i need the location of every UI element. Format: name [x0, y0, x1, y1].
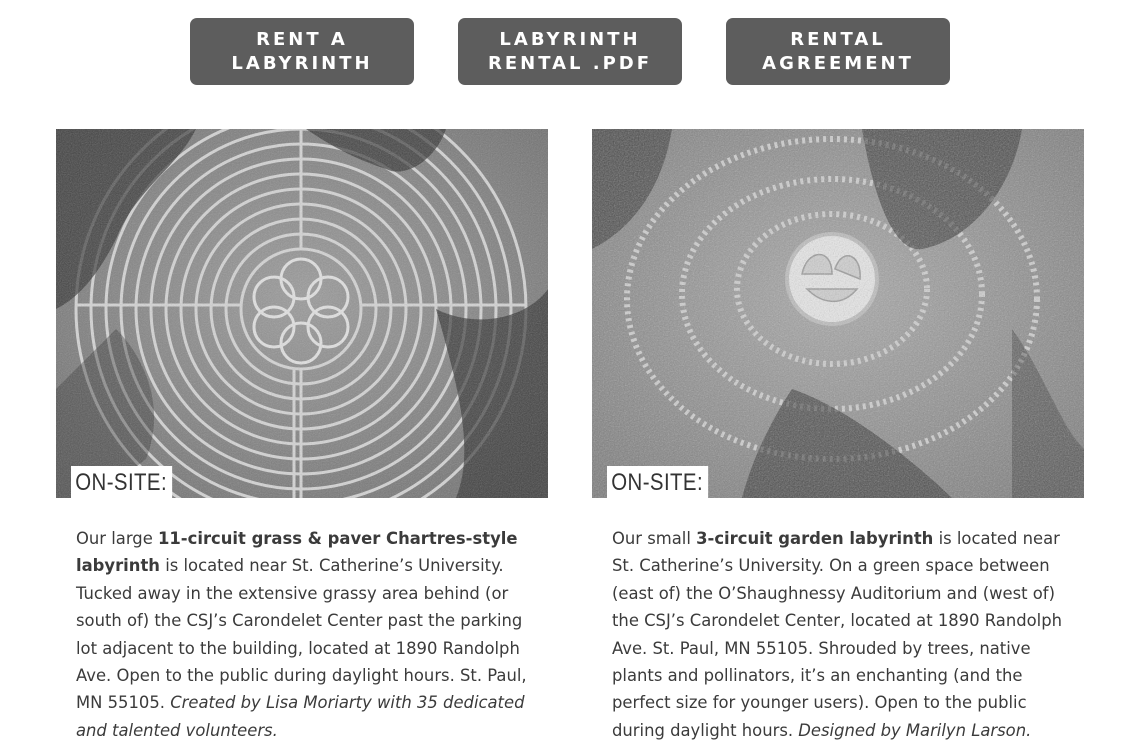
labyrinth-name: 3-circuit garden labyrinth: [696, 529, 934, 548]
description-body: is located near St. Catherine’s University. Tucked away in the extensive grassy area behind (or south of) the CSJ’s Carondelet Center past the parking lot adjacent to the building, located at 1890 Randolph Ave. Open to the public during daylight hours. St. Paul, MN 55105.: [76, 556, 527, 713]
garden-labyrinth-photo: [592, 129, 1084, 498]
credit-text: Designed by Marilyn Larson.: [798, 720, 1032, 740]
rental-agreement-label: RENTAL AGREEMENT: [762, 28, 914, 74]
labyrinth-rental-pdf-button[interactable]: [458, 18, 682, 85]
labyrinth-rental-pdf-label: LABYRINTH RENTAL .PDF: [487, 28, 653, 74]
garden-labyrinth-description: [612, 525, 1082, 744]
chartres-labyrinth-image: [56, 129, 548, 498]
rental-agreement-button[interactable]: [726, 18, 950, 85]
rent-a-labyrinth-button[interactable]: [190, 18, 414, 85]
garden-labyrinth-image: [592, 129, 1084, 498]
rent-a-labyrinth-label: RENT A LABYRINTH: [231, 28, 373, 74]
on-site-label: ON-SITE:: [607, 466, 708, 498]
chartres-labyrinth-photo: [56, 129, 548, 498]
labyrinth-name: 11-circuit grass & paver Chartres-style labyrinth: [76, 529, 518, 576]
description-intro: Our small: [612, 529, 697, 548]
on-site-label: ON-SITE:: [71, 466, 172, 498]
description-body: is located near St. Catherine’s University. On a green space between (east of) the O’Shaughnessy Auditorium and (west of) the CSJ’s Carondelet Center, located at 1890 Randolph Ave. St. Paul, MN 55105. Shrouded by trees, native plants and pollinators, it’s an enchanting (and the perfect size for younger users). Open to the public during daylight hours.: [612, 529, 1062, 740]
description-intro: Our large: [76, 529, 158, 548]
chartres-labyrinth-description: [76, 525, 546, 744]
credit-text: Created by Lisa Moriarty with 35 dedicated and talented volunteers.: [76, 693, 525, 740]
